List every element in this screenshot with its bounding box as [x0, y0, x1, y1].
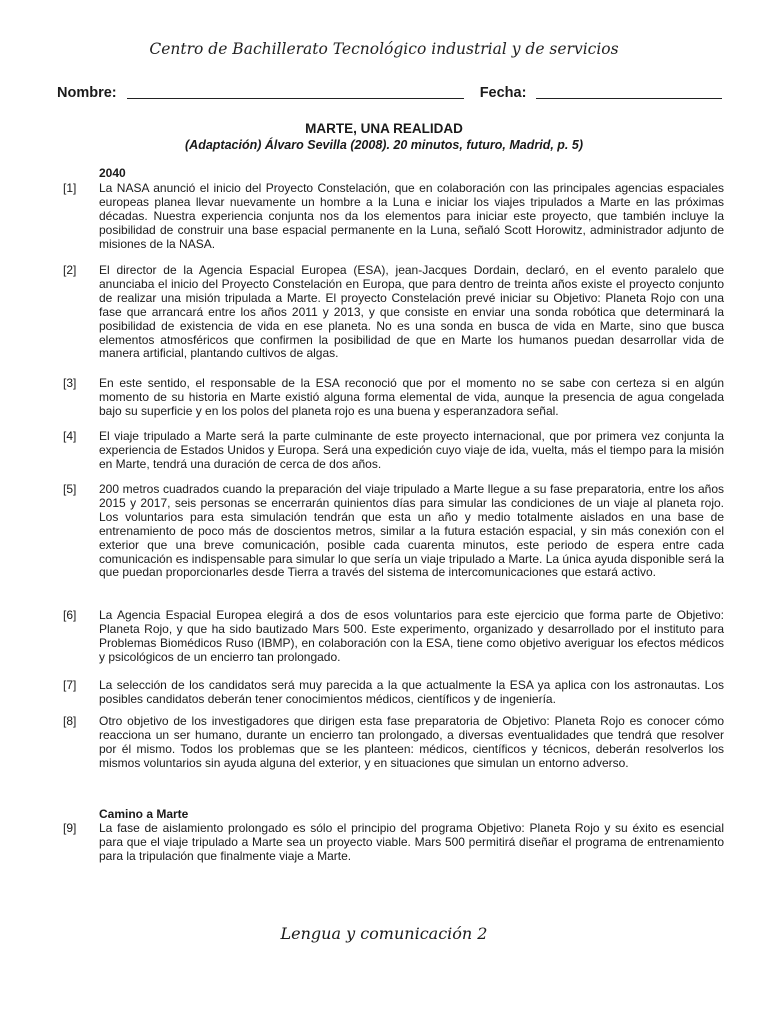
paragraph-number: [1] [63, 181, 77, 195]
paragraph-number: [9] [63, 821, 77, 835]
paragraph [58, 377, 724, 419]
footer-subject: Lengua y comunicación 2 [280, 924, 488, 943]
name-label: Nombre: [57, 85, 117, 101]
section-heading: Camino a Marte [99, 807, 189, 821]
paragraph [58, 430, 724, 472]
paragraph-text: Otro objetivo de los investigadores que dirigen esta fase preparatoria de Objetivo: Planeta Rojo es conocer cómo reacciona un ser humano, durante un encierro tan prolongado, a diversas eventualidades que tendrá que resolver por él mismo. Todos los problemas que se les planteen: médicos, científicos y técnicos, deberán resolverlos los mismos voluntarios sin ayuda alguna del exterior, y en situaciones que simulan un entorno adverso. [99, 714, 724, 770]
paragraph-number: [6] [63, 608, 77, 622]
paragraph [58, 609, 724, 665]
name-blank [127, 84, 464, 99]
paragraph-text: La selección de los candidatos será muy parecida a la que actualmente la ESA ya aplica con los astronautas. Los posibles candidatos deberán tener conocimientos médicos, científicos y de ingeniería. [99, 678, 724, 706]
paragraph-number: [3] [63, 376, 77, 390]
paragraph-number: [2] [63, 263, 77, 277]
paragraph-number: [7] [63, 678, 77, 692]
date-blank [536, 84, 722, 99]
paragraph [58, 822, 724, 864]
paragraph-number: [4] [63, 429, 77, 443]
date-label: Fecha: [479, 85, 527, 101]
paragraph-text: El viaje tripulado a Marte será la parte culminante de este proyecto internacional, que por primera vez conjunta la experiencia de Estados Unidos y Europa. Será una expedición cuyo viaje de ida, vuelta, más el tiempo para la misión en Marte, tendrá una duración de cerca de dos años. [99, 429, 724, 471]
form-line [57, 84, 717, 101]
paragraph-text: La fase de aislamiento prolongado es sólo el principio del programa Objetivo: Planeta Rojo y su éxito es esencial para que el viaje tripulado a Marte sea un proyecto viable. Mars 500 permitirá diseñar el programa de entrenamiento para la tripulación que finalmente viaje a Marte. [99, 821, 724, 863]
school-header: Centro de Bachillerato Tecnológico industrial y de servicios [149, 40, 619, 58]
paragraph-text: El director de la Agencia Espacial Europea (ESA), jean-Jacques Dordain, declaró, en el evento paralelo que anunciaba el inicio del Proyecto Constelación en Europa, que para dentro de treinta años existe el proyecto conjunto de realizar una misión tripulada a Marte. El proyecto Constelación prevé iniciar su Objetivo: Planeta Rojo con una fase que arrancará entre los años 2011 y 2013, y que consiste en enviar una sonda robótica que determinará la posibilidad de existencia de vida en ese planeta. No es una sonda en busca de vida en Marte, sino que busca elementos atmosféricos que confirmen la posibilidad de que en Marte los humanos puedan desarrollar vida de manera artificial, plantando cultivos de algas. [99, 263, 724, 361]
year-heading: 2040 [99, 166, 126, 180]
paragraph [58, 679, 724, 707]
paragraph [58, 715, 724, 771]
article-title: MARTE, UNA REALIDAD [305, 121, 463, 136]
paragraph-number: [8] [63, 714, 77, 728]
paragraph-text: La NASA anunció el inicio del Proyecto Constelación, que en colaboración con las principales agencias espaciales europeas planea llevar nuevamente un hombre a la Luna e iniciar los viajes tripulados a Marte en las próximas décadas. Nuestra experiencia conjunta nos da los elementos para iniciar este proyecto, que también incluye la posibilidad de construir una base espacial permanente en la Luna, señaló Scott Horowitz, administrador adjunto de misiones de la NASA. [99, 181, 724, 251]
paragraph-text: 200 metros cuadrados cuando la preparación del viaje tripulado a Marte llegue a su fase preparatoria, entre los años 2015 y 2017, seis personas se encerrarán quinientos días para simular las condiciones de un viaje al planeta rojo. Los voluntarios para esta simulación tendrán que esta un año y medio totalmente aislados en una base de entrenamiento de poco más de doscientos metros, similar a la futura estación espacial, y sin más conexión con el exterior que una breve comunicación, posible cada cuarenta minutos, este periodo de espera entre cada comunicación es indispensable para simular lo que sería un viaje tripulado a Marte. La única ayuda disponible será la que puedan proporcionarles desde Tierra a través del sistema de intercomunicaciones que estará activo. [99, 482, 724, 580]
paragraph-text: La Agencia Espacial Europea elegirá a dos de esos voluntarios para este ejercicio que forma parte de Objetivo: Planeta Rojo, y que ha sido bautizado Mars 500. Este experimento, organizado y desarrollado por el instituto para Problemas Biomédicos Ruso (IBMP), en colaboración con la ESA, tiene como objetivo averiguar los efectos médicos y psicológicos de un encierro tan prolongado. [99, 608, 724, 664]
paragraph-text: En este sentido, el responsable de la ESA reconoció que por el momento no se sabe con certeza si en algún momento de su historia en Marte existió alguna forma elemental de vida, aunque la presencia de agua congelada bajo su superficie y en los polos del planeta rojo es una buena y esperanzadora señal. [99, 376, 724, 418]
paragraph-number: [5] [63, 482, 77, 496]
paragraph [58, 483, 724, 580]
article-source: (Adaptación) Álvaro Sevilla (2008). 20 minutos, futuro, Madrid, p. 5) [185, 138, 583, 152]
paragraph [58, 264, 724, 361]
paragraph [58, 182, 724, 252]
